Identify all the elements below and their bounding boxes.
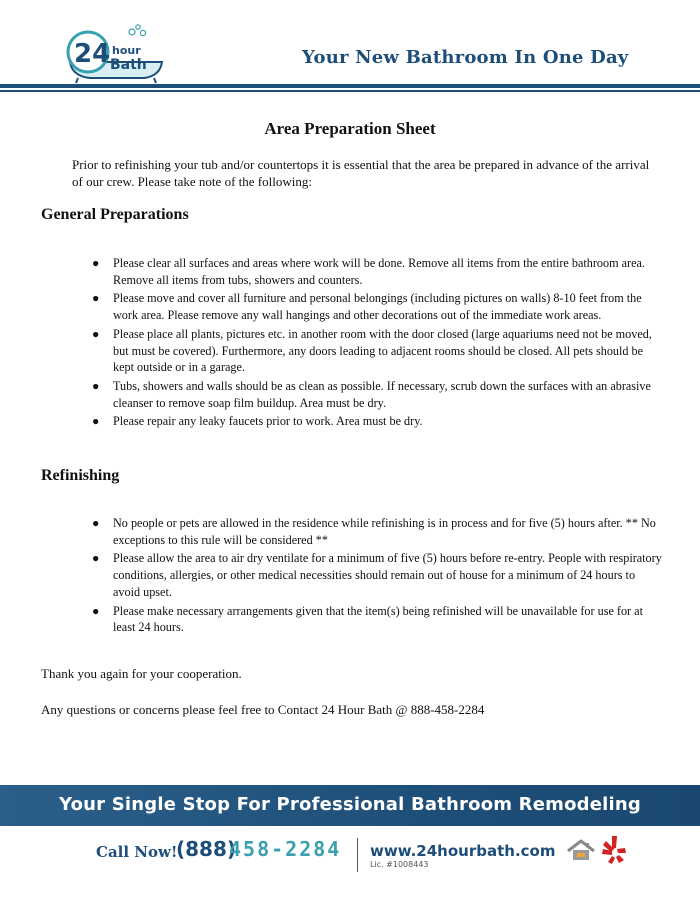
section-heading-refinishing: Refinishing [41,467,120,484]
bullet-icon: ● [92,378,100,393]
bullet-icon: ● [92,414,100,429]
intro-paragraph: Prior to refinishing your tub and/or countertops it is essential that the area be prepared in advance of the arrival of our crew. Please take note of the following: [72,157,650,189]
document-title: Area Preparation Sheet [264,119,436,138]
call-now-label: Call Now! [96,843,178,861]
footer-banner-text: Your Single Stop For Professional Bathroom Remodeling [58,794,642,815]
list-item-text: Please make necessary arrangements given that the item(s) being refinished will be unavailable for use for at least 24 hours. [113,603,643,635]
header-divider [0,84,700,88]
phone-number[interactable]: 458-2284 [229,837,342,861]
yelp-icon[interactable] [600,834,628,864]
list-item [90,255,662,288]
phone-area-code[interactable]: (888) [176,837,237,861]
house-icon[interactable] [566,838,596,862]
page-header [0,0,700,92]
list-item [90,326,662,376]
section-heading-general: General Preparations [41,206,189,223]
thank-you-text: Thank you again for your cooperation. [41,666,242,681]
bullet-icon: ● [92,256,100,270]
general-preparations-list [90,255,662,432]
list-item [90,515,662,548]
list-item-text: No people or pets are allowed in the residence while refinishing is in process and for five (5) hours after. ** No exceptions to this rule will be considered ** [113,516,656,547]
bullet-icon: ● [92,516,100,530]
contact-text: Any questions or concerns please feel free to Contact 24 Hour Bath @ 888-458-2284 [41,702,485,717]
header-tagline: Your New Bathroom In One Day [302,47,629,68]
bullet-icon: ● [92,291,100,306]
list-item-text: Please repair any leaky faucets prior to work. Area must be dry. [113,414,423,429]
list-item [90,603,662,636]
footer-divider [357,838,358,872]
logo-word-bath: Bath [110,57,147,73]
list-item [90,378,662,411]
bullet-icon: ● [92,326,100,341]
license-number: Lic. #1008443 [370,860,429,869]
logo-number: 24 [74,39,111,69]
list-item [90,550,662,600]
list-item-text: Tubs, showers and walls should be as clean as possible. If necessary, scrub down the surfaces with an abrasive cleanser to remove soap film buildup. Area must be dry. [113,378,651,410]
list-item-text: Please move and cover all furniture and personal belongings (including pictures on walls) 8-10 feet from the work area. Please remove any wall hangings and other decorations out of the immediate work areas. [113,291,642,323]
list-item [90,290,662,323]
logo-word-hour: hour [112,44,141,57]
list-item [90,413,662,430]
list-item-text: Please place all plants, pictures etc. in another room with the door closed (large aquariums need not be moved, but must be covered). Furthermore, any doors leading to adjacent rooms should be closed. All pets should be kept outside or in a garage. [113,326,652,375]
list-item-text: Please clear all surfaces and areas where work will be done. Remove all items from the entire bathroom area. Remove all items from tubs, showers and counters. [113,256,645,287]
bullet-icon: ● [92,551,100,566]
company-logo [62,22,172,84]
refinishing-list [90,515,662,638]
bullet-icon: ● [92,603,100,618]
header-divider-thin [0,90,700,92]
footer-banner [0,785,700,826]
list-item-text: Please allow the area to air dry ventilate for a minimum of five (5) hours before re-entry. People with respiratory conditions, allergies, or other medical necessities should remain out of house for a minimum of 24 hours to avoid upset. [113,551,662,599]
website-link[interactable]: www.24hourbath.com [370,842,556,860]
